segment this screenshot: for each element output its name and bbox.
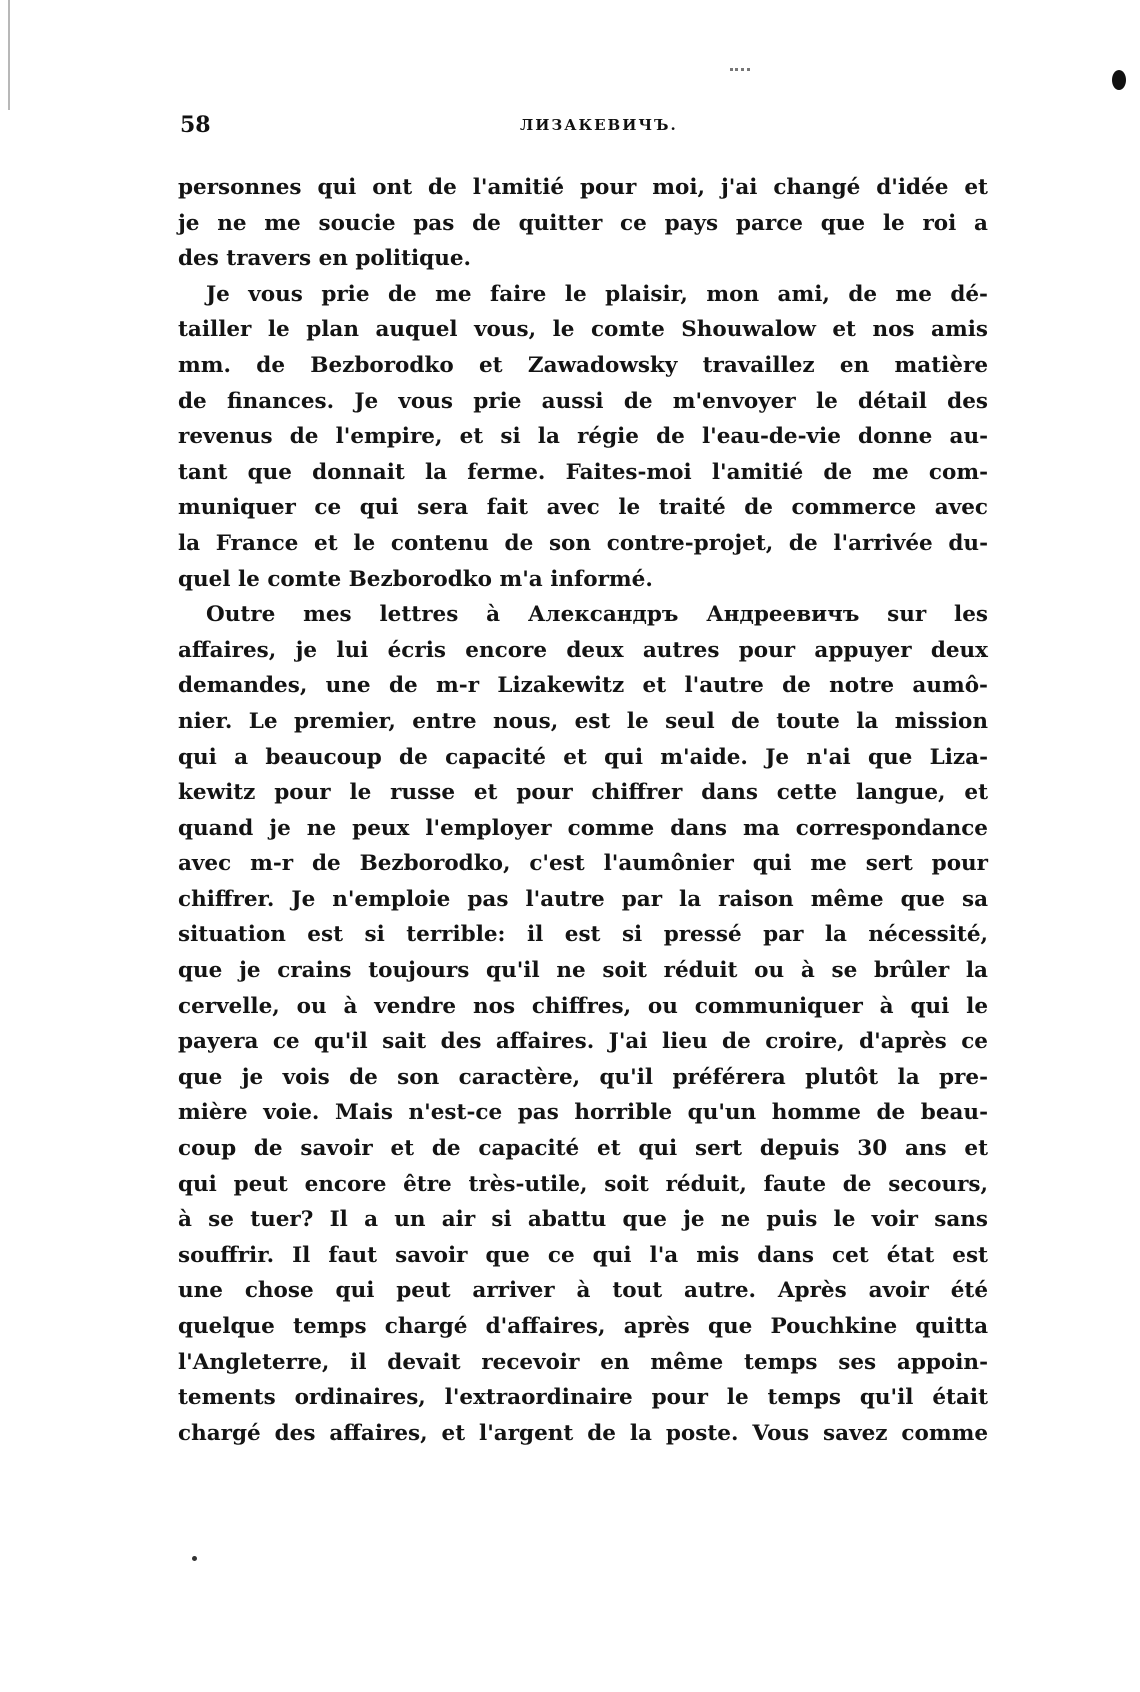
- text-line: je ne me soucie pas de quitter ce pays parce que le roi a: [178, 210, 988, 236]
- page-number: 58: [180, 112, 211, 138]
- text-line: tements ordinaires, l'extraordinaire pour le temps qu'il était: [178, 1385, 988, 1411]
- text-line: personnes qui ont de l'amitié pour moi, j'ai changé d'idée et: [178, 175, 988, 200]
- text-line: l'Angleterre, il devait recevoir en même temps ses appoin-: [178, 1349, 988, 1375]
- text-line: tailler le plan auquel vous, le comte Shouwalow et nos amis: [178, 317, 988, 343]
- scan-specks: [730, 68, 750, 75]
- page-header: [180, 112, 980, 152]
- text-line: que je crains toujours qu'il ne soit réduit ou à se brûler la: [178, 958, 988, 984]
- text-line: de finances. Je vous prie aussi de m'envoyer le détail des: [178, 388, 988, 414]
- text-line: des travers en politique.: [178, 246, 472, 272]
- text-line: nier. Le premier, entre nous, est le seul de toute la mission: [178, 708, 988, 734]
- ink-blot: [1112, 70, 1126, 90]
- text-line: avec m-r de Bezborodko, c'est l'aumônier qui me sert pour: [178, 851, 988, 877]
- text-line: quelque temps chargé d'affaires, après que Pouchkine quitta: [178, 1314, 988, 1339]
- text-line: à se tuer? Il a un air si abattu que je ne puis le voir sans: [178, 1207, 988, 1233]
- text-line: mm. de Bezborodko et Zawadowsky travaillez en matière: [178, 352, 988, 378]
- text-line: mière voie. Mais n'est-ce pas horrible qu'un homme de beau-: [178, 1100, 988, 1126]
- text-line: demandes, une de m-r Lizakewitz et l'autre de notre aumô-: [178, 673, 988, 699]
- text-line: chargé des affaires, et l'argent de la poste. Vous savez comme: [178, 1420, 988, 1446]
- scan-edge-line: [8, 0, 10, 110]
- text-line: chiffrer. Je n'emploie pas l'autre par la raison même que sa: [178, 886, 988, 912]
- text-line: qui a beaucoup de capacité et qui m'aide. Je n'ai que Liza-: [178, 744, 988, 770]
- text-line: Outre mes lettres à Александръ Андреевичъ sur les: [206, 602, 988, 628]
- text-line: kewitz pour le russe et pour chiffrer dans cette langue, et: [178, 780, 988, 806]
- text-line: que je vois de son caractère, qu'il préférera plutôt la pre-: [178, 1064, 988, 1090]
- running-title: ЛИЗАКЕВИЧЪ.: [520, 116, 678, 134]
- scan-speck: [192, 1556, 197, 1561]
- body-text: [178, 170, 988, 1451]
- text-line: quel le comte Bezborodko m'a informé.: [178, 566, 653, 592]
- text-line: souffrir. Il faut savoir que ce qui l'a mis dans cet état est: [178, 1242, 988, 1268]
- text-line: situation est si terrible: il est si pressé par la nécessité,: [178, 922, 988, 948]
- text-line: la France et le contenu de son contre-projet, de l'arrivée du-: [178, 530, 988, 556]
- text-line: une chose qui peut arriver à tout autre. Après avoir été: [178, 1278, 988, 1304]
- text-line: coup de savoir et de capacité et qui sert depuis 30 ans et: [178, 1136, 988, 1162]
- text-line: cervelle, ou à vendre nos chiffres, ou communiquer à qui le: [178, 993, 988, 1019]
- text-line: muniquer ce qui sera fait avec le traité de commerce avec: [178, 495, 988, 521]
- text-line: qui peut encore être très-utile, soit réduit, faute de secours,: [178, 1171, 988, 1197]
- text-line: payera ce qu'il sait des affaires. J'ai lieu de croire, d'après ce: [178, 1029, 988, 1055]
- text-line: tant que donnait la ferme. Faites-moi l'amitié de me com-: [178, 459, 988, 485]
- text-line: revenus de l'empire, et si la régie de l'eau-de-vie donne au-: [178, 424, 988, 450]
- text-line: affaires, je lui écris encore deux autres pour appuyer deux: [178, 637, 988, 663]
- text-line: quand je ne peux l'employer comme dans ma correspondance: [178, 815, 988, 841]
- text-line: Je vous prie de me faire le plaisir, mon ami, de me dé-: [206, 281, 988, 307]
